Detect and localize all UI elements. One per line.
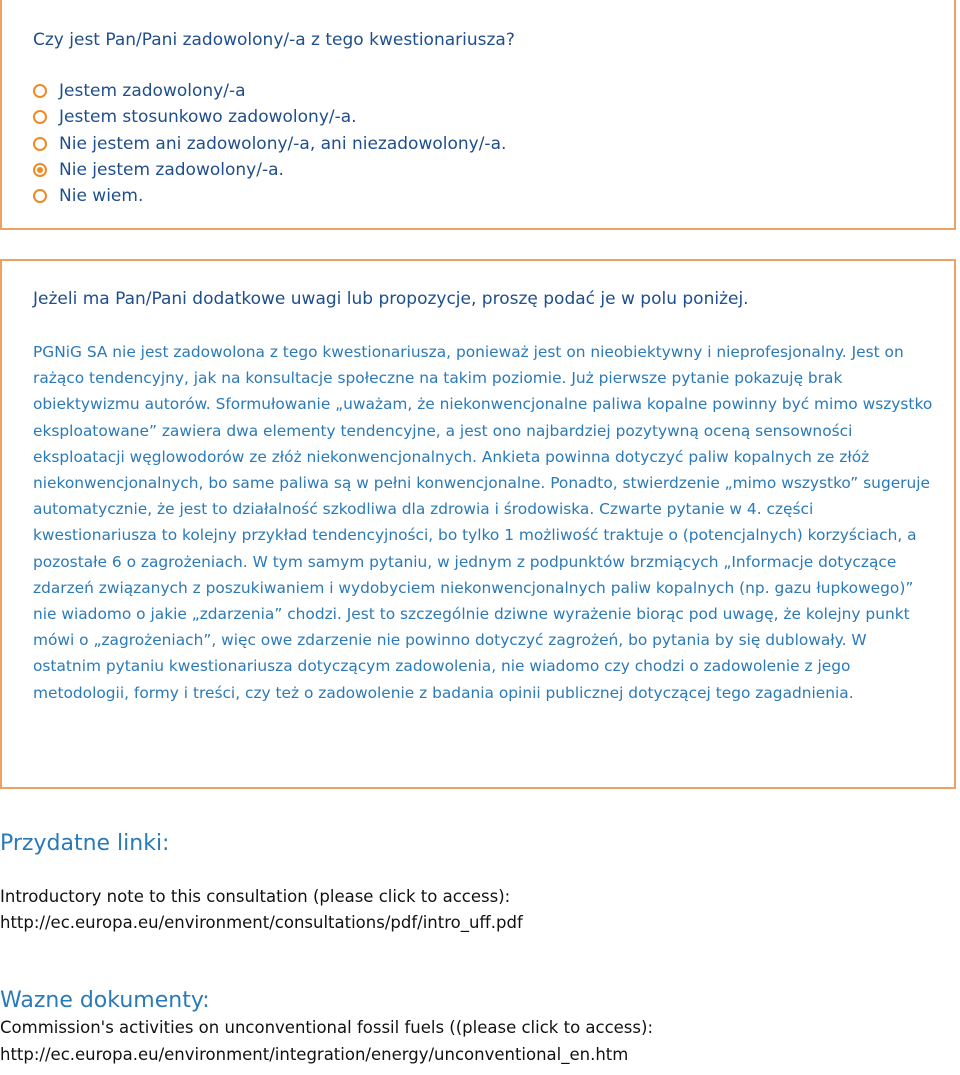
radio-unchecked-icon[interactable] <box>33 137 47 151</box>
option-fairly-satisfied[interactable] <box>33 104 506 130</box>
comments-answer: PGNiG SA nie jest zadowolona z tego kwestionariusza, ponieważ jest on nieobiektywny i nieprofesjonalny. Jest on rażąco tendencyjny, jak na konsultacje społeczne na takim poziomie. Już pierwsze pytanie pokazuję brak obiektywizmu autorów. Sformułowanie „uważam, że niekonwencjonalne paliwa kopalne powinny być mimo wszystko eksploatowane” zawiera dwa elementy tendencyjne, a jest ono najbardziej pozytywną oceną sensowności eksploatacji węglowodorów ze złóż niekonwencjonalnych. Ankieta powinna dotyczyć paliw kopalnych ze złóż niekonwencjonalnych, bo same paliwa są w pełni konwencjonalne. Ponadto, stwierdzenie „mimo wszystko” sugeruje automatycznie, że jest to działalność szkodliwa dla zdrowia i środowiska. Czwarte pytanie w 4. części kwestionariusza to kolejny przykład tendencyjności, bo tylko 1 możliwość traktuje o (potencjalnych) korzyściach, a pozostałe 6 o zagrożeniach. W tym samym pytaniu, w jednym z podpunktów brzmiących „Informacje dotyczące zdarzeń związanych z poszukiwaniem i wydobyciem niekonwencjonalnych paliw kopalnych (np. gazu łupkowego)” nie wiadomo o jakie „zdarzenia” chodzi. Jest to szczególnie dziwne wyrażenie biorąc pod uwagę, że kolejny punkt mówi o „zagrożeniach”, więc owe zdarzenie nie powinno dotyczyć zagrożeń, bo pytania by się dublowały. W ostatnim pytaniu kwestionariusza dotyczącym zadowolenia, nie wiadomo czy chodzi o zadowolenie z jego metodologii, formy i treści, czy też o zadowolenie z badania opinii publicznej dotyczącej tego zagadnienia. <box>33 343 933 702</box>
useful-links-heading: Przydatne linki: <box>0 831 170 856</box>
commission-activities-link[interactable]: http://ec.europa.eu/environment/integration/energy/unconventional_en.htm <box>0 1045 629 1064</box>
important-documents-heading: Wazne dokumenty: <box>0 988 210 1013</box>
option-dont-know[interactable] <box>33 183 506 209</box>
option-not-satisfied[interactable] <box>33 157 506 183</box>
option-label: Jestem zadowolony/-a <box>59 81 246 102</box>
radio-checked-icon[interactable] <box>33 163 47 177</box>
intro-note-link[interactable]: http://ec.europa.eu/environment/consultations/pdf/intro_uff.pdf <box>0 913 523 932</box>
option-label: Nie jestem zadowolony/-a. <box>59 160 284 181</box>
radio-unchecked-icon[interactable] <box>33 84 47 98</box>
commission-activities-label: Commission's activities on unconventional fossil fuels ((please click to access): <box>0 1018 653 1037</box>
option-label: Nie wiem. <box>59 186 144 207</box>
intro-note-label: Introductory note to this consultation (please click to access): <box>0 887 511 906</box>
radio-unchecked-icon[interactable] <box>33 110 47 124</box>
comments-prompt: Jeżeli ma Pan/Pani dodatkowe uwagi lub propozycje, proszę podać je w polu poniżej. <box>33 289 749 309</box>
option-satisfied[interactable] <box>33 78 506 104</box>
satisfaction-options <box>33 78 506 209</box>
satisfaction-question: Czy jest Pan/Pani zadowolony/-a z tego kwestionariusza? <box>33 30 515 50</box>
option-label: Jestem stosunkowo zadowolony/-a. <box>59 107 357 128</box>
option-label: Nie jestem ani zadowolony/-a, ani niezadowolony/-a. <box>59 133 507 154</box>
option-neutral[interactable] <box>33 131 506 157</box>
radio-unchecked-icon[interactable] <box>33 189 47 203</box>
